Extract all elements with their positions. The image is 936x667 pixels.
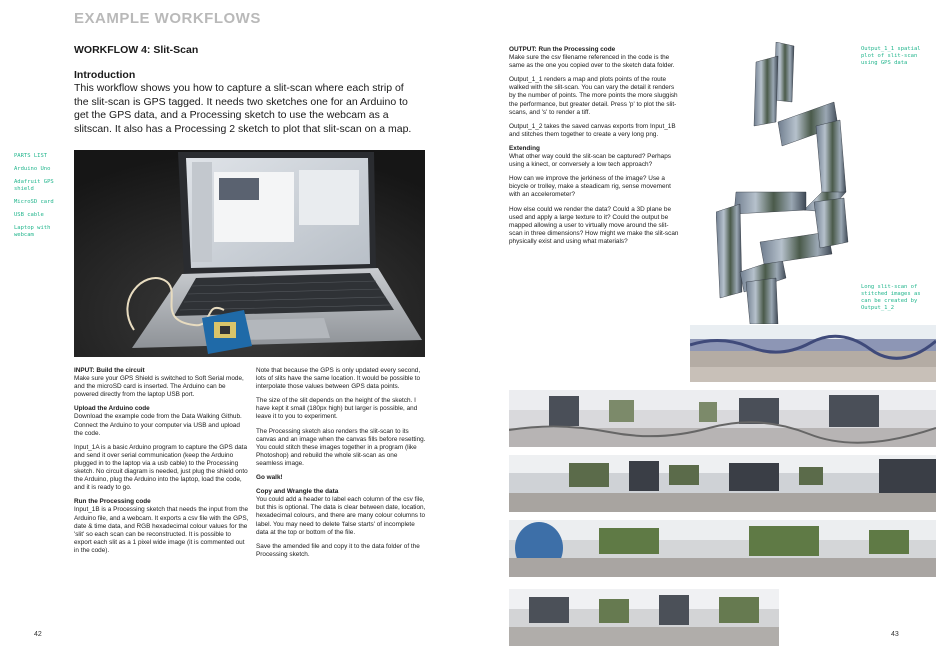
improve-text: How can we improve the jerkiness of the image? Use a bicycle or trolley, make a steadicam rig, sense movement with an accelerometer? [509,175,671,199]
output-heading: OUTPUT: Run the Processing code [509,46,616,53]
input1a-text: Input_1A is a basic Arduino program to capture the GPS data and send it over serial communication (keep the Arduino plugged in to the laptop via a usb cable) to the Processing sketch. No circuit diagram is needed, just plug the shield onto the Arduino, plug the Arduino into the laptop, load the code, and it is ready to go. [74,443,248,492]
intro-text: This workflow shows you how to capture a slit-scan where each strip of the slit-scan is GPS tagged. It needs two sketches one for an Arduino to get the GPS data, and a Processing sketch to use the webcam as a slitscan. It also has a Processing 2 sketch to plot that slit-scan on a map. [74,82,412,135]
slit-scan-strip [509,589,779,646]
save-text: Save the amended file and copy it to the data folder of the Processing sketch. [256,542,420,558]
spatial-plot-image [716,42,856,324]
run-text: Input_1B is a Processing sketch that needs the input from the Arduino file, and a webcam. It exports a csv file with the GPS, date & time data, and RGB hexadecimal colour values for the 'slit' so each scan can be reconstructed. It is possible to export each slit as a 1 pixel wide image (it is commented out in the code). [74,506,249,554]
output-text: Make sure the csv filename referenced in the code is the same as the one you copied over to the sketch data folder. [509,54,675,70]
run-heading: Run the Processing code [74,498,151,506]
slit-scan-strip [690,325,936,382]
caption-long-slit-scan: Long slit-scan of stitched images as can be created by Output_1_2 [861,284,921,311]
upload-text: Download the example code from the Data Walking Github. Connect the Arduino to your computer via USB and upload the code. [74,413,242,437]
copy-text: You could add a header to label each column of the csv file, but this is optional. The data is clear between date, location, hexadecimal colours, and there are many colour columns to label. You may need to delete 'false starts' of incomplete data at the top or bottom of the file. [256,496,426,536]
page-number-left: 42 [34,631,42,638]
page-number-right: 43 [891,631,899,638]
output11-text: Output_1_1 renders a map and plots points of the route walked with the slit-scan. You can vary the detail it renders by the number of points. The more points the more sluggish the performance, but greater detail. Press 'p' to plot the slit-scans, and 's' to render a tiff. [509,76,678,116]
go-walk: Go walk! [256,474,283,482]
parts-item: Arduino Uno [14,166,51,172]
parts-list-heading: PARTS LIST [14,153,48,159]
slit-scan-strip [509,520,936,577]
parts-item: Adafruit GPS shield [14,179,54,192]
output12-text: Output_1_2 takes the saved canvas exports from Input_1B and stitches them together to create a very long png. [509,122,676,138]
right-column-c [509,46,679,252]
workflow-title: WORKFLOW 4: Slit-Scan [74,44,199,56]
caption-spatial-plot: Output_1_1 spatial plot of slit-scan using GPS data [861,46,921,66]
slit-scan-strip [509,455,936,512]
upload-heading: Upload the Arduino code [74,405,150,413]
size-text: The size of the slit depends on the height of the sketch. I have kept it small (180px high) but larger is possible, and leave it to you to experiment. [256,397,418,421]
left-column-b [256,367,426,565]
render-text: The Processing sketch also renders the slit-scan to its canvas and an image when the canvas fills before resetting. You could stitch these images together in a program (like Photoshop) and rebuild the whole slit-scan as one seamless image. [256,427,426,467]
parts-list [14,153,70,245]
parts-item: MicroSD card [14,199,54,205]
parts-item: Laptop with webcam [14,225,51,238]
laptop-illustration [74,150,425,357]
section-header: EXAMPLE WORKFLOWS [74,10,261,27]
note-text: Note that because the GPS is only updated every second, lots of slits have the same location. It would be possible to interpolate those values between GPS data points. [256,367,421,391]
left-column-a [74,367,249,561]
intro-heading: Introduction [74,69,136,81]
extending-text: What other way could the slit-scan be captured? Perhaps using a kinect, or conversely a low tech approach? [509,153,671,169]
laptop-photo [74,150,425,357]
parts-item: USB cable [14,212,44,218]
render-question-text: How else could we render the data? Could a 3D plane be used and apply a large texture to it? Could the output be mapped allowing a user to virtually move around the slit-scan in three dimensions? How might we make the slit-scan physically exist and using what materials? [509,205,679,245]
input-text: Make sure your GPS Shield is switched to Soft Serial mode, and the microSD card is inserted. The Arduino can be powered directly from the laptop USB port. [74,375,244,399]
slit-scan-strip [509,390,936,447]
extending-heading: Extending [509,144,540,152]
copy-heading: Copy and Wrangle the data [256,488,339,496]
input-heading: INPUT: Build the circuit [74,367,145,374]
